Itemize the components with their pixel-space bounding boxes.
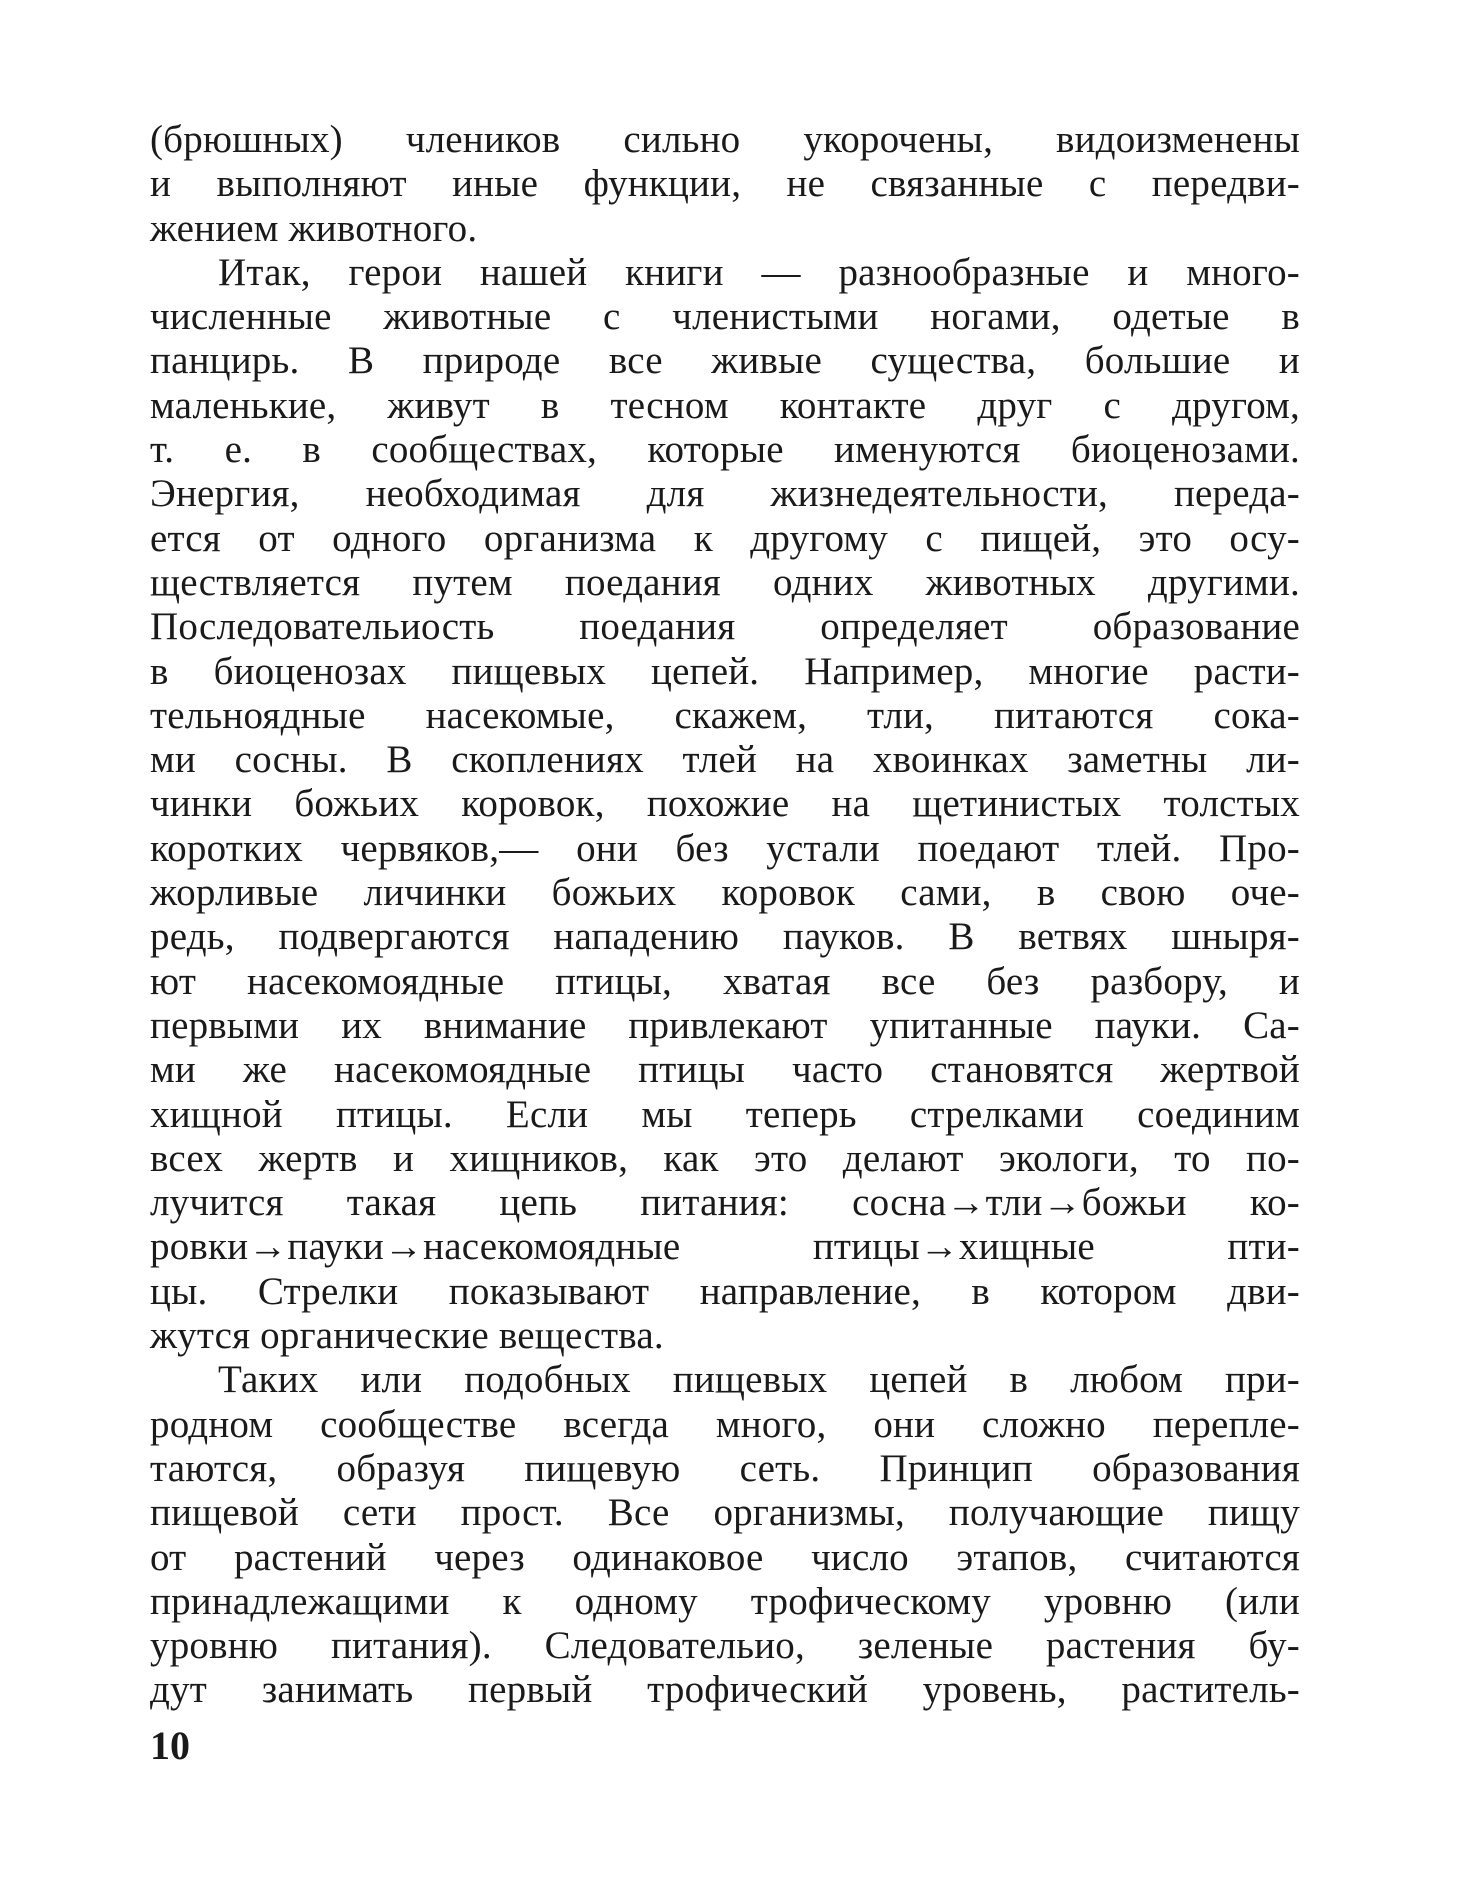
- text-line: Энергия, необходимая для жизнедеятельности, переда-: [150, 472, 1300, 516]
- text-line: в биоценозах пищевых цепей. Например, многие расти-: [150, 649, 1300, 693]
- text-line: родном сообществе всегда много, они сложно перепле-: [150, 1402, 1300, 1446]
- page-number: 10: [150, 1723, 190, 1768]
- text-line: первыми их внимание привлекают упитанные пауки. Са-: [150, 1003, 1300, 1047]
- paragraph-2: [150, 251, 1300, 1358]
- text-line: от растений через одинаковое число этапов, считаются: [150, 1535, 1300, 1579]
- text-line: дут занимать первый трофический уровень, раститель-: [150, 1668, 1300, 1712]
- text-line: хищной птицы. Если мы теперь стрелками соединим: [150, 1092, 1300, 1136]
- text-line: маленькие, живут в тесном контакте друг с другом,: [150, 383, 1300, 427]
- text-line: Итак, герои нашей книги — разнообразные и много-: [218, 250, 1300, 294]
- page-body: [150, 118, 1300, 1713]
- text-line: ют насекомоядные птицы, хватая все без разбору, и: [150, 959, 1300, 1003]
- paragraph-3: [150, 1358, 1300, 1712]
- text-line: (брюшных) члеников сильно укорочены, видоизменены: [150, 118, 1300, 161]
- text-line: численные животные с членистыми ногами, одетые в: [150, 295, 1300, 339]
- text-line: тельноядные насекомые, скажем, тли, питаются сока-: [150, 693, 1300, 737]
- text-line: ми же насекомоядные птицы часто становятся жертвой: [150, 1048, 1300, 1092]
- text-line: ществляется путем поедания одних животных другими.: [150, 560, 1300, 604]
- text-line: таются, образуя пищевую сеть. Принцип образования: [150, 1446, 1300, 1490]
- text-line: цы. Стрелки показывают направление, в котором дви-: [150, 1269, 1300, 1313]
- text-line: лучится такая цепь питания: сосна→тли→божьи ко-: [150, 1181, 1300, 1225]
- text-line: принадлежащими к одному трофическому уровню (или: [150, 1579, 1300, 1623]
- text-line: ровки→пауки→насекомоядные птицы→хищные пти-: [150, 1225, 1300, 1269]
- text-line: жутся органические вещества.: [150, 1314, 664, 1358]
- text-line: всех жертв и хищников, как это делают экологи, то по-: [150, 1136, 1300, 1180]
- text-line: панцирь. В природе все живые существа, большие и: [150, 339, 1300, 383]
- text-line: коротких червяков,— они без устали поедают тлей. Про-: [150, 826, 1300, 870]
- text-line: пищевой сети прост. Все организмы, получающие пищу: [150, 1491, 1300, 1535]
- text-line: ется от одного организма к другому с пищей, это осу-: [150, 516, 1300, 560]
- text-line: уровню питания). Следовательио, зеленые растения бу-: [150, 1624, 1300, 1668]
- text-line: и выполняют иные функции, не связанные с передви-: [150, 162, 1300, 206]
- text-line: жением животного.: [150, 206, 478, 250]
- text-line: т. е. в сообществах, которые именуются биоценозами.: [150, 428, 1300, 472]
- text-line: жорливые личинки божьих коровок сами, в свою оче-: [150, 871, 1300, 915]
- text-line: чинки божьих коровок, похожие на щетинистых толстых: [150, 782, 1300, 826]
- text-line: редь, подвергаются нападению пауков. В ветвях шныря-: [150, 915, 1300, 959]
- text-line: ми сосны. В скоплениях тлей на хвоинках заметны ли-: [150, 738, 1300, 782]
- text-line: Таких или подобных пищевых цепей в любом при-: [218, 1358, 1300, 1402]
- text-line: Последовательиость поедания определяет образование: [150, 605, 1300, 649]
- paragraph-1: [150, 118, 1300, 251]
